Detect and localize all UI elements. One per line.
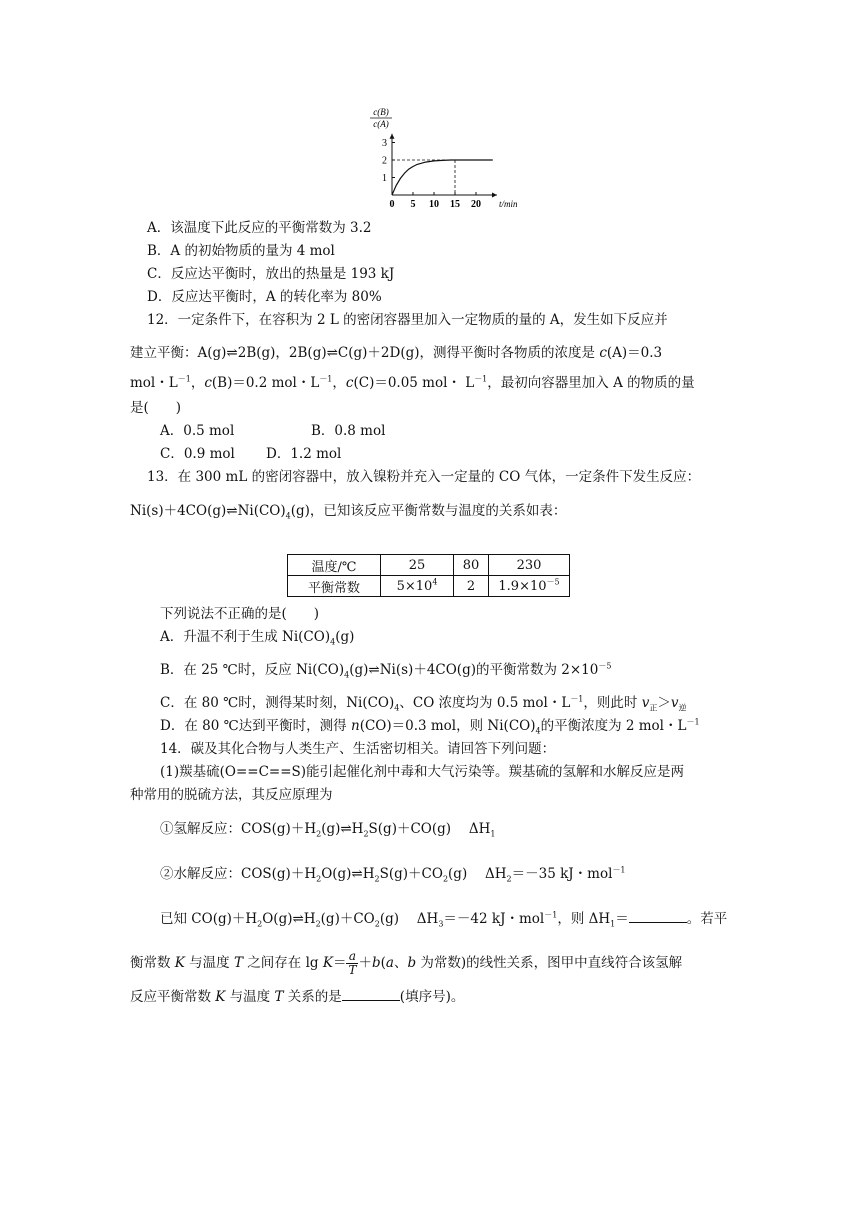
q13-stem-line2: $Ni(s)+4CO(g)\rightleftharpoons Ni(CO)_4(g)$，已知该反应平衡常数与温度的关系如表： bbox=[130, 503, 567, 521]
q14-stem-line2: (1)羰基硫(O==C==S)能引起催化剂中毒和大气污染等。羰基硫的氢解和水解反应是两 bbox=[160, 764, 685, 780]
q13-option-c: C．在 80 ℃时，测得某时刻，$Ni(CO)_4$、CO 浓度均为 0.5 mol・$L^{-1}$，则此时 $v_正>v_逆$ bbox=[160, 694, 687, 713]
q13-option-b: B．在 25 ℃时，反应 $Ni(CO)_4(g)\rightleftharpoons Ni(s)+4CO(g)$的平衡常数为 $2\times 10^{-5}$ bbox=[160, 661, 612, 680]
q12-option-c: C．0.9 mol bbox=[160, 446, 235, 462]
q14-stem-line3: 种常用的脱硫方法，其反应原理为 bbox=[130, 787, 333, 803]
answer-blank bbox=[342, 988, 400, 1001]
q12-option-d: D．1.2 mol bbox=[266, 446, 342, 462]
q14-stem-line8: 反应平衡常数 K 与温度 T 关系的是 (填序号)。 bbox=[130, 989, 465, 1005]
y-tick-label: 2 bbox=[382, 155, 387, 167]
q13-ask: 下列说法不正确的是( ) bbox=[160, 606, 320, 622]
table-cell: 温度/℃ bbox=[288, 555, 381, 576]
answer-blank bbox=[629, 910, 687, 923]
x-tick-label: 5 bbox=[410, 199, 416, 210]
x-axis-arrow bbox=[492, 193, 497, 198]
series-line bbox=[392, 160, 493, 195]
q12-stem-line2: 建立平衡：A(g)⇌2B(g)，2B(g)⇌C(g)＋2D(g)，测得平衡时各物质的浓度是 c(A)＝0.3 bbox=[130, 345, 663, 361]
q13-stem-line1: 13．在 300 mL 的密闭容器中，放入镍粉并充入一定量的 CO 气体，一定条件下发生反应： bbox=[147, 469, 701, 485]
q14-stem-line7: 衡常数 K 与温度 T 之间存在 lg K＝ $\frac{a}{T}$ ＋b(a、b 为常数)的线性关系，图甲中直线符合该氢解 bbox=[130, 949, 683, 977]
q14-reaction-1: ①氢解反应：$COS(g)+H_2(g)\rightleftharpoons H_2S(g)+CO(g)$ $\Delta H_1$ bbox=[160, 821, 496, 839]
q13-option-d: D．在 80 ℃达到平衡时，测得 n(CO)＝0.3 mol，则 $Ni(CO)_4$的平衡浓度为 2 mol・$L^{-1}$ bbox=[160, 717, 700, 736]
y-axis-arrow bbox=[390, 134, 395, 139]
table-cell: 25 bbox=[381, 555, 454, 576]
x-tick-label: 0 bbox=[389, 199, 395, 210]
q12-option-a: A．0.5 mol bbox=[160, 423, 235, 439]
equilibrium-constant-table bbox=[287, 554, 570, 597]
q11-option-d: D．反应达平衡时，A 的转化率为 80% bbox=[147, 289, 382, 305]
table-cell: 80 bbox=[454, 555, 489, 576]
table-cell: $1.9\times 10^{-5}$ bbox=[489, 576, 570, 597]
q11-option-b: B．A 的初始物质的量为 4 mol bbox=[147, 243, 335, 259]
y-axis-label-denominator: c(A) bbox=[373, 119, 389, 129]
q14-reaction-3: 已知 $CO(g)+H_2O(g)\rightleftharpoons H_2(g)+CO_2(g)$ $\Delta H_3=-42$ kJ・mol$^{-1}$，则 $\Delta H_1=$ 。若平 bbox=[160, 910, 728, 929]
table-cell: 平衡常数 bbox=[288, 576, 381, 597]
table-cell: 2 bbox=[454, 576, 489, 597]
q13-option-a: A．升温不利于生成 $Ni(CO)_4(g)$ bbox=[160, 629, 355, 647]
y-axis-label-numerator: c(B) bbox=[373, 107, 389, 117]
x-tick-label: 20 bbox=[471, 199, 481, 210]
concentration-ratio-chart bbox=[360, 107, 520, 212]
q14-stem-line1: 14．碳及其化合物与人类生产、生活密切相关。请回答下列问题： bbox=[160, 741, 556, 757]
y-tick-label: 3 bbox=[382, 138, 387, 149]
table-cell: $5\times 10^4$ bbox=[381, 576, 454, 597]
q12-option-b: B．0.8 mol bbox=[311, 423, 386, 439]
q12-stem-line3: mol・$L^{-1}$，c(B)＝0.2 mol・$L^{-1}$，c(C)＝0.05 mol・ $L^{-1}$，最初向容器里加入 A 的物质的量 bbox=[130, 374, 695, 391]
x-axis-label: t/min bbox=[499, 199, 518, 209]
q14-reaction-2: ②水解反应：$COS(g)+H_2O(g)\rightleftharpoons H_2S(g)+CO_2(g)$ $\Delta H_2=-35$ kJ・mol$^{-1}$ bbox=[160, 865, 626, 884]
q12-stem-line1: 12．一定条件下，在容积为 2 L 的密闭容器里加入一定物质的量的 A，发生如下反应并 bbox=[147, 312, 668, 328]
table-row bbox=[288, 555, 570, 576]
table-row bbox=[288, 576, 570, 597]
y-tick-label: 1 bbox=[382, 173, 387, 184]
fraction-a-over-t: $\frac{a}{T}$ bbox=[348, 949, 357, 977]
q11-option-c: C．反应达平衡时，放出的热量是 193 kJ bbox=[147, 266, 395, 282]
q11-option-a: A．该温度下此反应的平衡常数为 3.2 bbox=[147, 220, 372, 236]
x-tick-label: 10 bbox=[429, 199, 439, 210]
q12-stem-line4: 是( ) bbox=[130, 400, 182, 416]
x-tick-label: 15 bbox=[450, 199, 460, 210]
table-cell: 230 bbox=[489, 555, 570, 576]
